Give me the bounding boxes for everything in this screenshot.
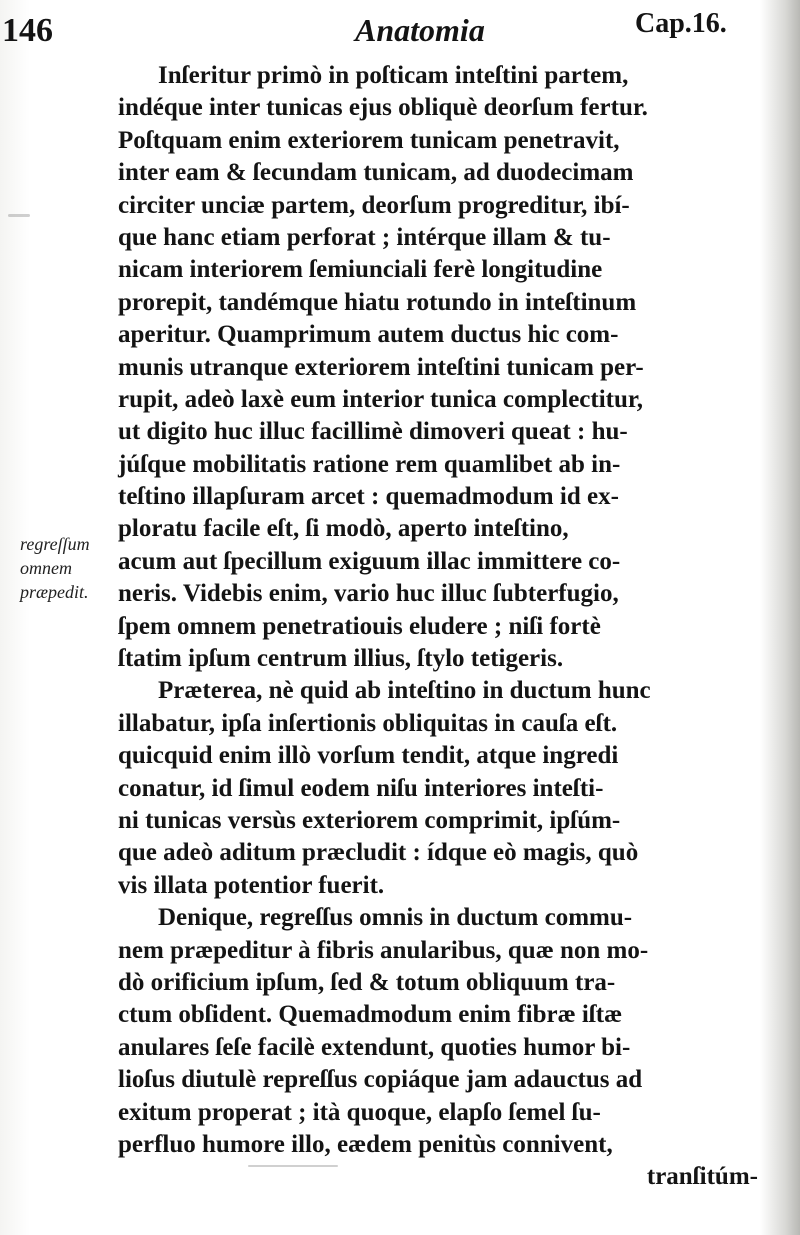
paragraph bbox=[118, 675, 758, 902]
text-line: aperitur. Quamprimum autem ductus hic com- bbox=[118, 321, 619, 349]
text-line: perfluo humore illo, eædem penitùs connivent, bbox=[118, 1130, 613, 1158]
text-line: júſque mobilitatis ratione rem quamlibet ab in- bbox=[118, 450, 621, 478]
text-line: ploratu facile eſt, ſi modò, aperto inteſtino, bbox=[118, 515, 569, 543]
text-line: ctum obſident. Quemadmodum enim fibræ iſtæ bbox=[118, 1001, 623, 1029]
text-line: dò orificium ipſum, ſed & totum obliquum tra- bbox=[118, 968, 616, 996]
text-line: circiter unciæ partem, deorſum progreditur, ibí- bbox=[118, 191, 630, 219]
print-smudge bbox=[248, 1165, 338, 1167]
print-smudge bbox=[8, 214, 30, 217]
text-line: ni tunicas versùs exteriorem comprimit, ipſúm- bbox=[118, 806, 621, 834]
text-line: anulares ſeſe facilè extendunt, quoties humor bi- bbox=[118, 1033, 631, 1061]
text-line: vis illata potentior fuerit. bbox=[118, 871, 385, 899]
text-line: quicquid enim illò vorſum tendit, atque ingredi bbox=[118, 742, 619, 770]
running-head: Anatomia bbox=[355, 12, 485, 48]
text-line: Præterea, nè quid ab inteſtino in ductum hunc bbox=[158, 677, 651, 705]
text-line: munis utranque exteriorem inteſtini tunicam per- bbox=[118, 353, 644, 381]
page-header bbox=[0, 6, 800, 49]
text-line: lioſus diutulè repreſſus copiáque jam adauctus ad bbox=[118, 1066, 643, 1094]
text-line: illabatur, ipſa inſertionis obliquitas in cauſa eſt. bbox=[118, 709, 618, 737]
page-number: 146 bbox=[2, 12, 53, 49]
text-line: teſtino illapſuram arcet : quemadmodum id ex- bbox=[118, 483, 619, 511]
text-line: exitum properat ; ità quoque, elapſo ſemel ſu- bbox=[118, 1098, 601, 1126]
text-line: prorepit, tandémque hiatu rotundo in inteſtinum bbox=[118, 288, 637, 316]
marginal-note bbox=[20, 532, 116, 604]
text-line: ſtatim ipſum centrum illius, ſtylo tetigeris. bbox=[118, 645, 564, 673]
text-line: ut digito huc illuc facillimè dimoveri queat : hu- bbox=[118, 418, 628, 446]
text-line: indéque inter tunicas ejus obliquè deorſum fertur. bbox=[118, 94, 648, 122]
text-line: Poſtquam enim exteriorem tunicam penetravit, bbox=[118, 126, 620, 154]
text-line: neris. Videbis enim, vario huc illuc ſubterfugio, bbox=[118, 580, 619, 608]
text-line: rupit, adeò laxè eum interior tunica complectitur, bbox=[118, 385, 643, 413]
text-line: conatur, id ſimul eodem niſu interiores inteſti- bbox=[118, 774, 604, 802]
marginal-note-line: regreſſum bbox=[20, 534, 90, 554]
paragraph bbox=[118, 902, 758, 1161]
catchword: tranſitúm- bbox=[646, 1163, 758, 1191]
text-line: que hanc etiam perforat ; intérque illam & tu- bbox=[118, 223, 611, 251]
marginal-note-line: præpedit. bbox=[20, 582, 89, 602]
paragraph bbox=[118, 60, 758, 675]
text-line: Inſeritur primò in poſticam inteſtini partem, bbox=[158, 62, 629, 89]
marginal-note-line: omnem bbox=[20, 558, 72, 578]
text-line: ſpem omnem penetratiouis eludere ; niſi fortè bbox=[118, 612, 601, 640]
body-text bbox=[118, 60, 758, 1194]
text-line: nicam interiorem ſemiunciali ferè longitudine bbox=[118, 256, 603, 284]
text-line: acum aut ſpecillum exiguum illac immittere co- bbox=[118, 547, 621, 575]
text-line: Denique, regreſſus omnis in ductum commu- bbox=[158, 904, 633, 932]
text-line: inter eam & ſecundam tunicam, ad duodecimam bbox=[118, 159, 634, 187]
text-line: nem præpeditur à fibris anularibus, quæ non mo- bbox=[118, 936, 649, 964]
text-line: que adeò aditum præcludit : ídque eò magis, quò bbox=[118, 839, 639, 867]
chapter-label: Cap.16. bbox=[635, 8, 727, 39]
